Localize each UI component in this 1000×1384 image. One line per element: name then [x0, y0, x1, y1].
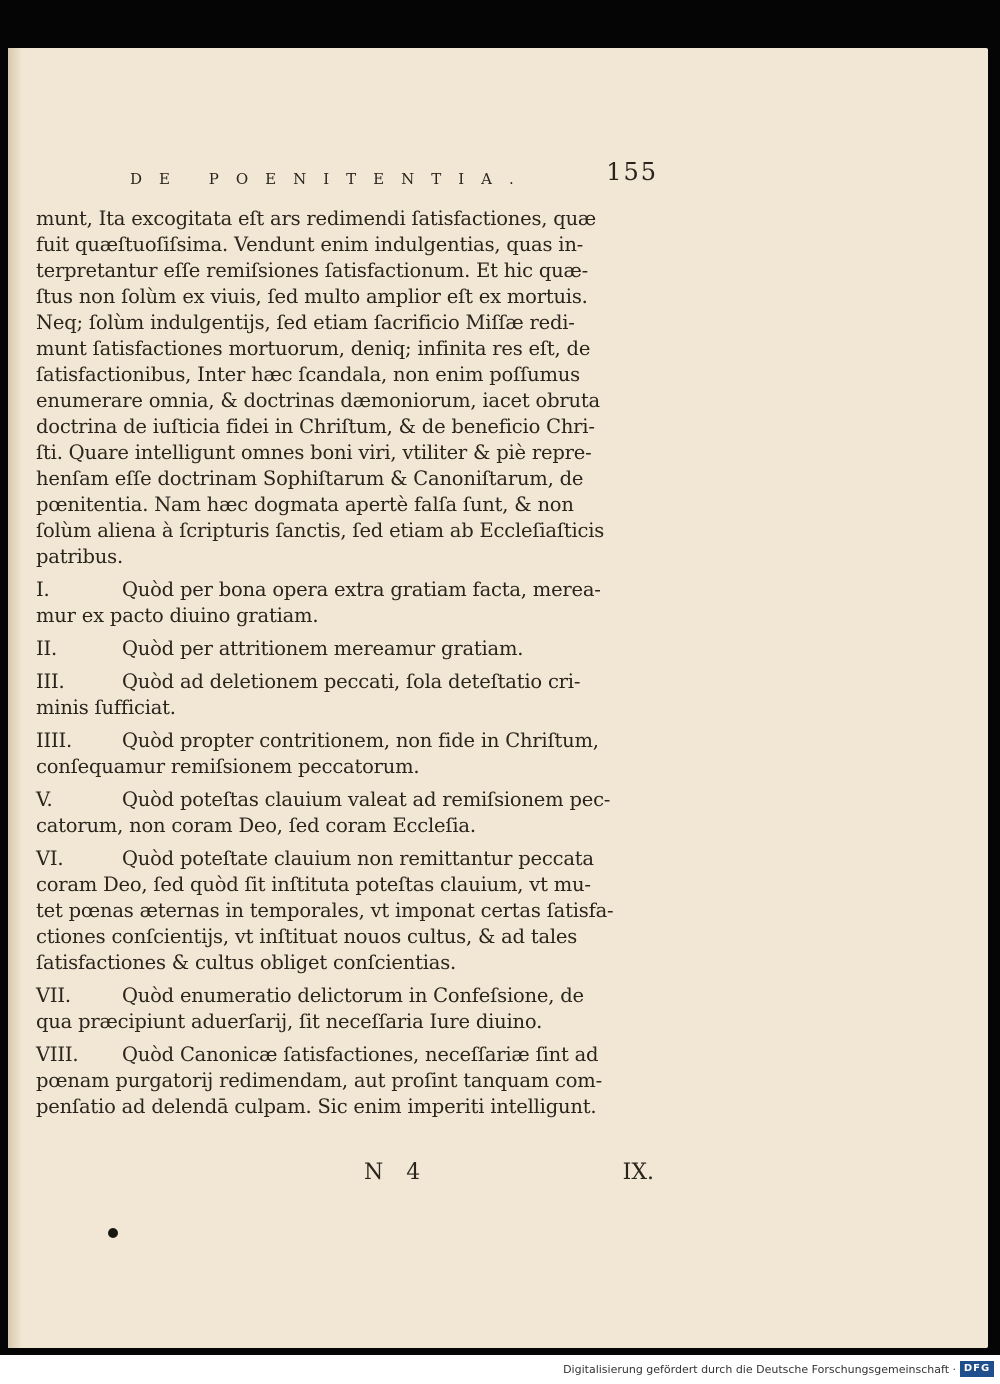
thesis-line: mur ex pacto diuino gratiam.	[36, 604, 319, 627]
thesis-8	[36, 1042, 656, 1120]
prose-line: ſolùm aliena à ſcripturis ſanctis, ſed etiam ab Eccleſiaſticis	[36, 519, 605, 542]
signature-mark: N 4	[364, 1160, 429, 1185]
prose-line: enumerare omnia, & doctrinas dæmoniorum, iacet obruta	[36, 389, 600, 412]
prose-line: ſti. Quare intelligunt omnes boni viri, vtiliter & piè repre-	[36, 441, 592, 464]
thesis-line: Quòd per bona opera extra gratiam facta, merea-	[122, 578, 601, 601]
credit-bar	[0, 1355, 1000, 1384]
thesis-number: II.	[36, 637, 58, 660]
thesis-2	[36, 636, 656, 662]
thesis-line: Quòd propter contritionem, non fide in Chriſtum,	[122, 729, 599, 752]
thesis-line: conſequamur remiſsionem peccatorum.	[36, 755, 420, 778]
thesis-5	[36, 787, 656, 839]
prose-line: doctrina de iuſticia fidei in Chriſtum, & de beneficio Chri-	[36, 415, 595, 438]
thesis-line: pœnam purgatorij redimendam, aut proſint tanquam com-	[36, 1069, 602, 1092]
thesis-line: Quòd poteſtate clauium non remittantur peccata	[122, 847, 594, 870]
thesis-number: V.	[36, 788, 53, 811]
thesis-line: catorum, non coram Deo, ſed coram Eccleſia.	[36, 814, 476, 837]
dfg-logo-icon: DFG	[960, 1361, 994, 1377]
thesis-7	[36, 983, 656, 1035]
thesis-line: qua præcipiunt aduerſarij, ſit neceſſaria Iure diuino.	[36, 1010, 543, 1033]
thesis-3	[36, 669, 656, 721]
thesis-line: Quòd poteſtas clauium valeat ad remiſsionem pec-	[122, 788, 611, 811]
main-text	[36, 206, 656, 1120]
prose-line: ſatisfactionibus, Inter hæc ſcandala, non enim poſſumus	[36, 363, 580, 386]
thesis-1	[36, 577, 656, 629]
ink-spot	[108, 1228, 118, 1238]
thesis-number: VIII.	[36, 1043, 79, 1066]
thesis-line: coram Deo, ſed quòd ſit inſtituta poteſtas clauium, vt mu-	[36, 873, 591, 896]
prose-line: ſtus non ſolùm ex viuis, ſed multo amplior eſt ex mortuis.	[36, 285, 588, 308]
prose-line: Neq; ſolùm indulgentijs, ſed etiam ſacrificio Miſſæ redi-	[36, 311, 575, 334]
thesis-4	[36, 728, 656, 780]
credit-text: Digitalisierung gefördert durch die Deutsche Forschungsgemeinschaft ·	[563, 1363, 956, 1376]
page-number: 155	[606, 158, 658, 186]
book-page	[8, 48, 988, 1348]
thesis-line: ctiones conſcientijs, vt inſtituat nouos cultus, & ad tales	[36, 925, 578, 948]
thesis-number: VI.	[36, 847, 64, 870]
thesis-line: Quòd ad deletionem peccati, ſola deteſtatio cri-	[122, 670, 581, 693]
thesis-line: Quòd Canonicæ ſatisfactiones, neceſſariæ ſint ad	[122, 1043, 599, 1066]
prose-line: fuit quæſtuoſiſsima. Vendunt enim indulgentias, quas in-	[36, 233, 584, 256]
prose-line: terpretantur eſſe remiſsiones ſatisfactionum. Et hic quæ-	[36, 259, 589, 282]
thesis-line: minis ſufficiat.	[36, 696, 176, 719]
prose-paragraph	[36, 206, 656, 570]
running-title: DE POENITENTIA.	[130, 170, 531, 188]
prose-line: munt, Ita excogitata eſt ars redimendi ſatisfactiones, quæ	[36, 207, 597, 230]
thesis-6	[36, 846, 656, 976]
prose-line: patribus.	[36, 545, 123, 568]
running-head	[98, 158, 658, 198]
thesis-number: III.	[36, 670, 65, 693]
thesis-number: IIII.	[36, 729, 73, 752]
thesis-number: VII.	[36, 984, 71, 1007]
page-footer	[364, 1160, 654, 1190]
thesis-line: penſatio ad delendā culpam. Sic enim imperiti intelligunt.	[36, 1095, 597, 1118]
prose-line: henſam eſſe doctrinam Sophiſtarum & Canoniſtarum, de	[36, 467, 584, 490]
prose-line: munt ſatisfactiones mortuorum, deniq; infinita res eſt, de	[36, 337, 591, 360]
thesis-number: I.	[36, 578, 50, 601]
prose-line: pœnitentia. Nam hæc dogmata apertè falſa ſunt, & non	[36, 493, 574, 516]
thesis-line: tet pœnas æternas in temporales, vt imponat certas ſatisfa-	[36, 899, 614, 922]
page-gutter-shadow	[8, 48, 22, 1348]
catchword: IX.	[622, 1160, 654, 1185]
thesis-line: Quòd per attritionem mereamur gratiam.	[122, 637, 524, 660]
thesis-line: ſatisfactiones & cultus obliget conſcientias.	[36, 951, 457, 974]
thesis-line: Quòd enumeratio delictorum in Confeſsione, de	[122, 984, 584, 1007]
